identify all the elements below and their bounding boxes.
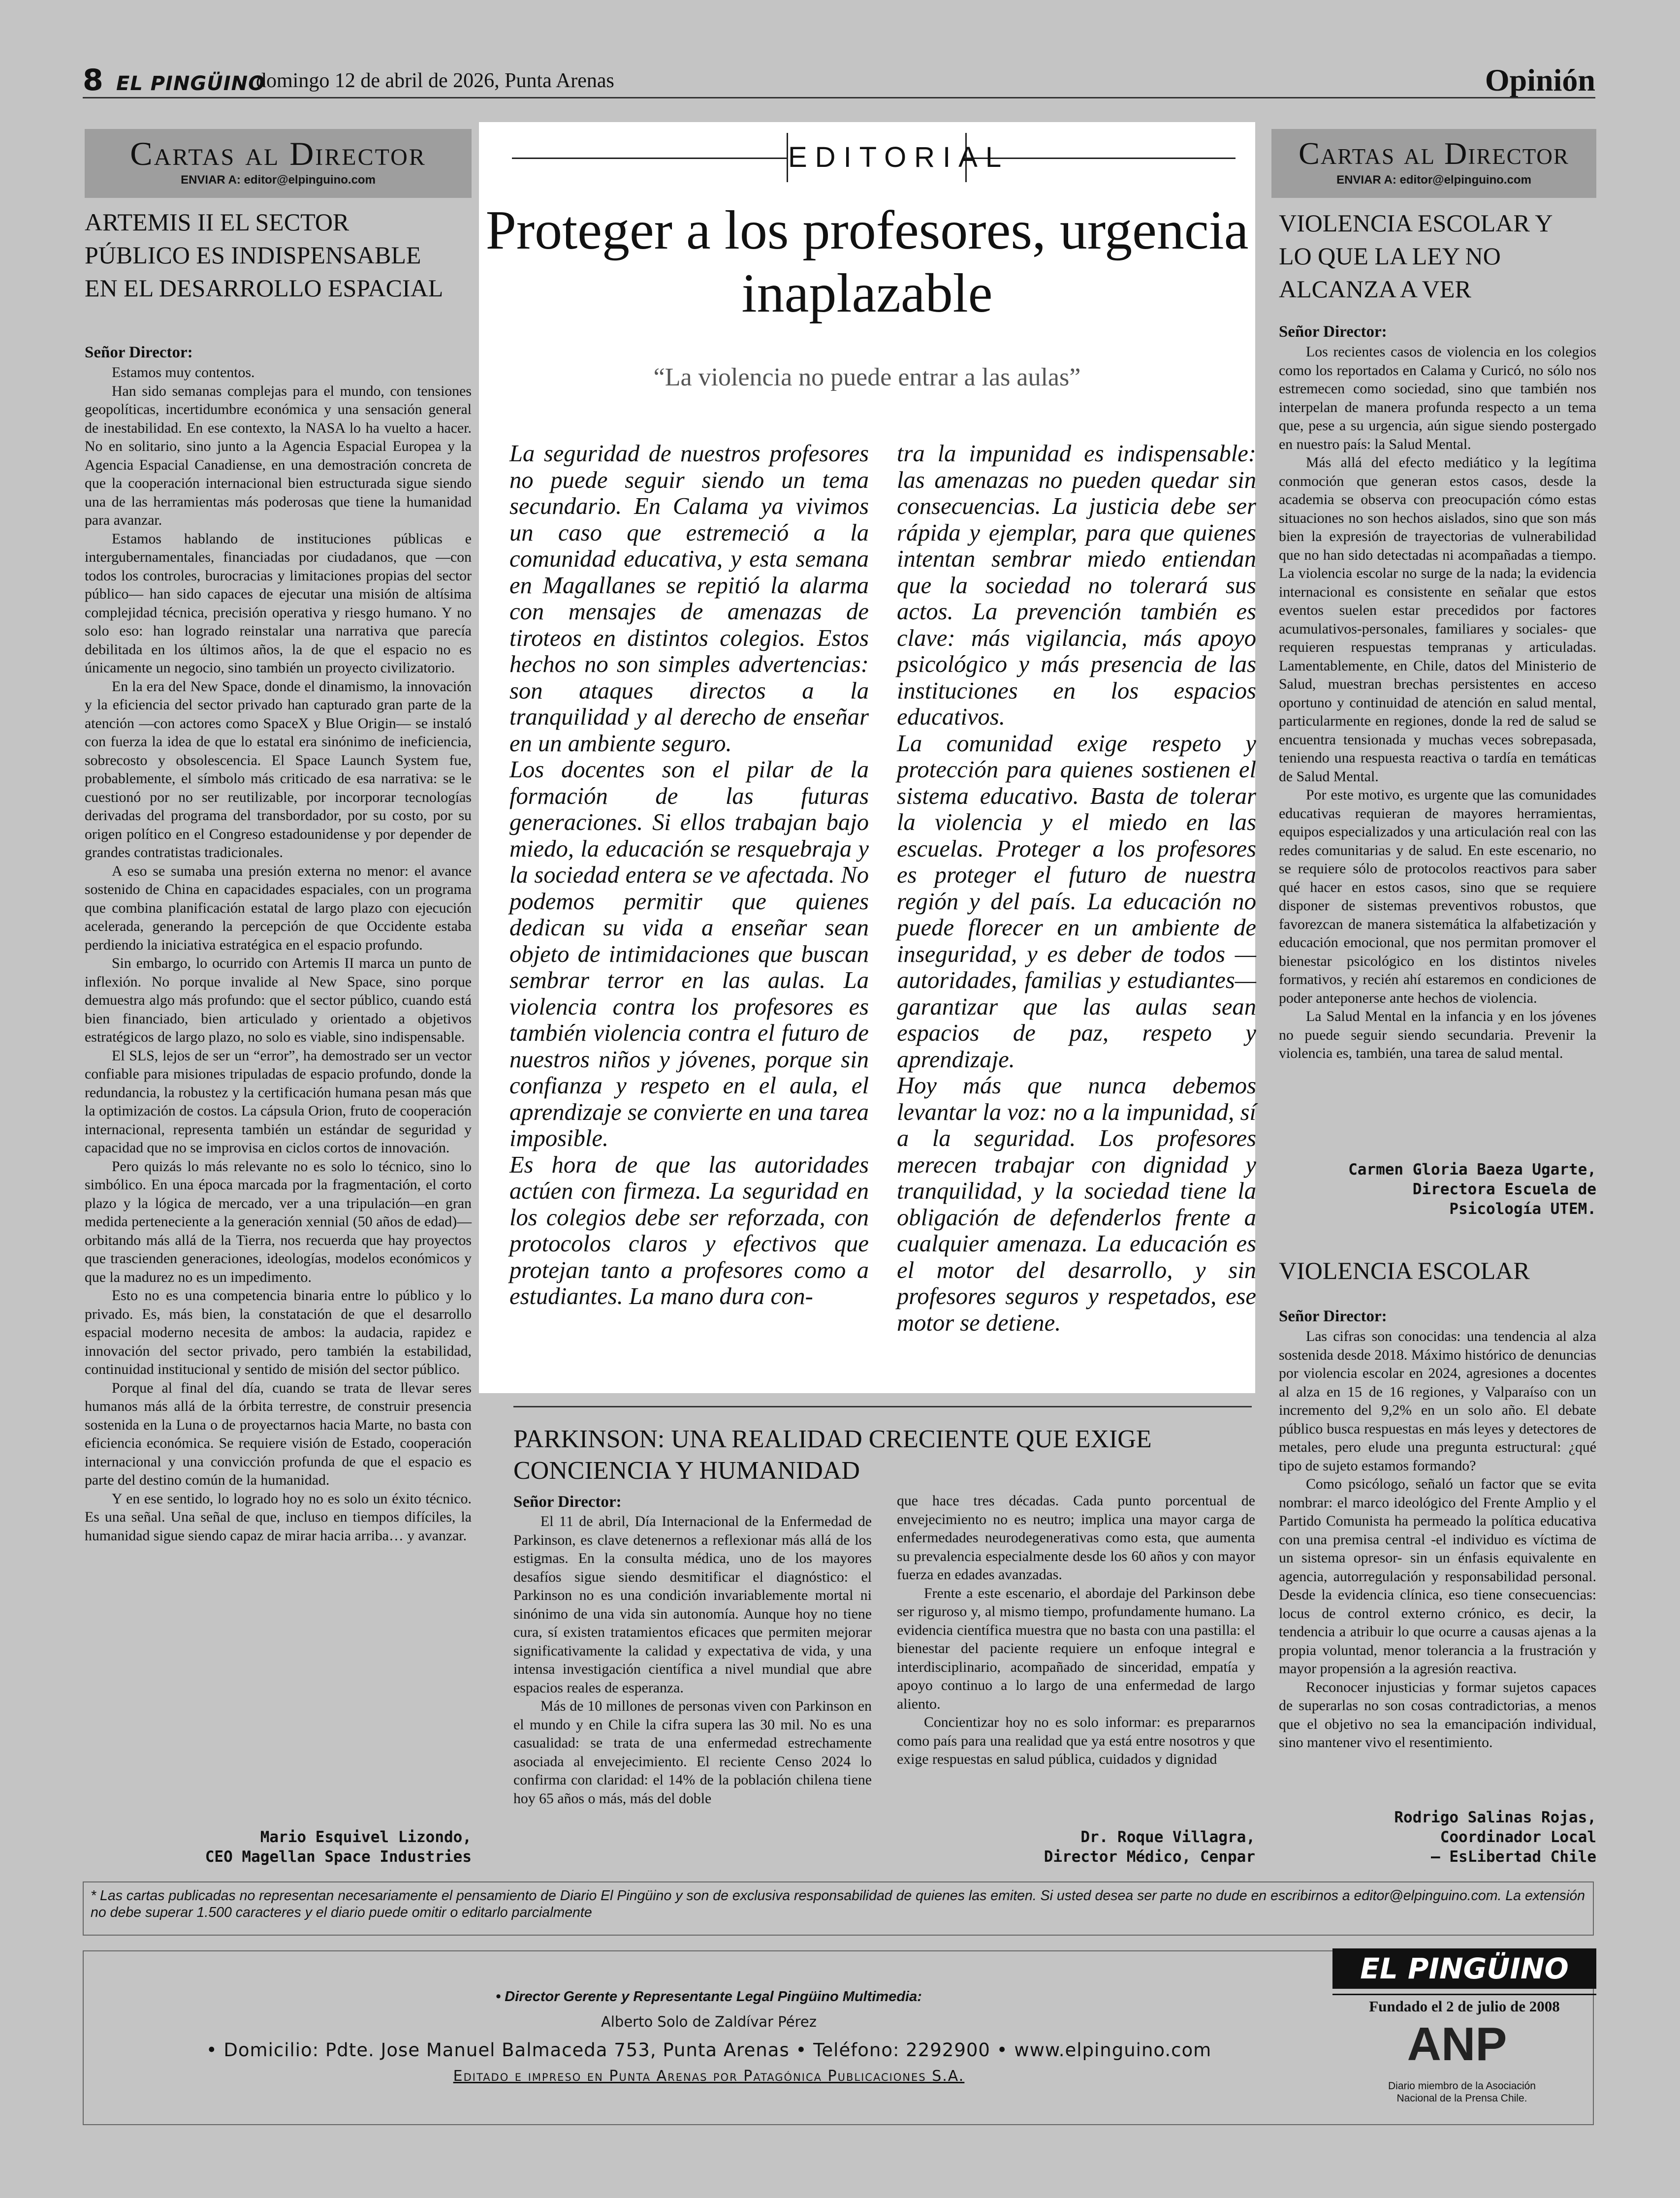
paragraph: En la era del New Space, donde el dinamismo, la innovación y la eficiencia del sector privado han capturado gran parte de la atención —con actores como SpaceX y Blue Origin— se instaló con fuerza la idea de que lo estatal era sinónimo de ineficiencia, sobrecosto y obsolescencia. El Space Launch System fue, probablemente, el símbolo más criticado de esa narrativa: se le cuestionó por no ser reutilizable, por incorporar tecnologías derivadas del programa del transbordador, por su costo, por su origen político en el Congreso estadounidense y por depender de grandes contratistas tradicionales. [85,678,472,860]
signature-name: Mario Esquivel Lizondo, [260,1828,472,1846]
salutation: Señor Director: [85,344,193,361]
letter-headline: ARTEMIS II EL SECTOR PÚBLICO ES INDISPENSABLE EN EL DESARROLLO ESPACIAL [85,208,444,302]
editorial-subtitle: “La violencia no puede entrar a las aulas” [653,363,1081,391]
paragraph: Y en ese sentido, lo logrado hoy no es solo un éxito técnico. Es una señal. Una señal de que, incluso en tiempos difíciles, la humanidad sigue siendo capaz de mirar hacia arriba… y avanzar. [85,1490,472,1544]
editorial-column-2 [897,441,1256,1336]
paragraph: Frente a este escenario, el abordaje del Parkinson debe ser riguroso y, al mismo tiempo, profundamente humano. La evidencia científica muestra que no basta con una pastilla: el bienestar del paciente requiere un enfoque integral e interdisciplinario, acompañado de sinceridad, empatía y apoyo continuo a lo largo de una enfermedad de largo aliento. [897,1585,1255,1712]
salutation: Señor Director: [513,1493,622,1511]
anp-caption-line: Nacional de la Prensa Chile. [1396,2093,1527,2104]
signature-line: Coordinador Local [1440,1828,1596,1846]
signature-title: CEO Magellan Space Industries [205,1848,472,1866]
section-title: Opinión [1485,63,1595,97]
printed-by [89,2068,1329,2085]
letter-signature [1279,1160,1596,1219]
anp-caption [1368,2080,1555,2104]
letter-body [897,1492,1255,1769]
anp-logo [1398,2021,1516,2065]
column-email: ENVIAR A: editor@elpinguino.com [181,173,376,187]
paragraph: Esto no es una competencia binaria entre lo público y lo privado. Es, más bien, la constatación de que el desarrollo espacial moderno necesita de ambos: la audacia, rapidez e innovación del sector privado, pero también la estabilidad, continuidad institucional y sentido de misión del sector público. [85,1287,472,1377]
paragraph: Más de 10 millones de personas viven con Parkinson en el mundo y en Chile la cifra supera las 30 mil. No es una casualidad: se trata de una enfermedad estrechamente asociada al envejecimiento. El reciente Censo 2024 lo confirma con claridad: el 14% de la población chilena tiene hoy 65 años o más, más del doble [513,1698,872,1807]
letters-column-header [1271,129,1596,198]
signature-line: – EsLibertad Chile [1431,1848,1596,1866]
column-title: Cartas al Director [130,135,426,172]
page-number: 8 [83,63,103,97]
brand-name: EL PINGÜINO [116,72,266,95]
parkinson-rule [513,1406,1252,1407]
paragraph: Sin embargo, lo ocurrido con Artemis II marca un punto de inflexión. No porque invalide al New Space, sino porque demuestra algo más profundo: que el sector público, cuando está bien financiado, bien articulado y orientado a objetivos estratégicos de largo plazo, no solo es viable, sino indispensable. [85,955,472,1045]
letters-column-header [85,129,472,198]
paragraph: Pero quizás lo más relevante no es solo lo técnico, sino lo simbólico. En una época marcada por la fragmentación, el corto plazo y la lógica de mercado, ver a una tripulación—en gran medida perteneciente a la generación xennial (50 años de edad)— orbitando más allá de la Tierra, nos recuerda que hay proyectos que trascienden generaciones, ideologías, modelos económicos y que la madurez no es un impedimento. [85,1158,472,1285]
paragraph: Hoy más que nunca debemos levantar la voz: no a la impunidad, sí a la seguridad. Los profesores merecen trabajar con dignidad y tranquilidad, y la sociedad tiene la obligación de defenderlos frente a cualquier amenaza. La educación es el motor del desarrollo, y sin profesores seguros y respetados, ese motor se detiene. [897,1072,1256,1336]
signature-line: Directora Escuela de [1412,1180,1596,1198]
signature-line: Rodrigo Salinas Rojas, [1394,1809,1596,1826]
signature-title: Director Médico, Cenpar [1044,1848,1255,1866]
director-name: Alberto Solo de Zaldívar Pérez [601,2013,817,2030]
paragraph: Es hora de que las autoridades actúen con firmeza. La seguridad en los colegios debe ser reforzada, con protocolos claros y efectivos que protejan tanto a profesores como a estudiantes. La mano dura con- [509,1151,869,1309]
paragraph: El 11 de abril, Día Internacional de la Enfermedad de Parkinson, es clave detenernos a reflexionar más allá de los estigmas. En la consulta médica, uno de los mayores desafíos sigue siendo desmitificar el diagnóstico: el Parkinson no es una condición invariablemente mortal ni sinónimo de una vida sin autonomía. Aunque hoy no tiene cura, sí existen tratamientos eficaces que permiten mejorar significativamente la calidad y expectativa de vida, y una intensa investigación científica a nivel mundial que abre espacios reales de esperanza. [513,1513,872,1696]
salutation: Señor Director: [1279,1307,1387,1325]
address-line: • Domicilio: Pdte. Jose Manuel Balmaceda 753, Punta Arenas • Teléfono: 2292900 • www.elpinguino.com [206,2039,1212,2061]
paragraph: Como psicólogo, señaló un factor que se evita nombrar: el marco ideológico del Frente Amplio y el Partido Comunista ha permeado la política educativa con una premisa central -el individuo es víctima de un sistema opresor- sin un énfasis equivalente en agencia, autorregulación y responsabilidad personal. Desde la evidencia clínica, eso tiene consecuencias: locus de control externo crónico, es decir, la tendencia a atribuir lo que ocurre a causas ajenas a la propia voluntad, menor tolerancia a la frustración y mayor propensión a la agresión reactiva. [1279,1476,1596,1677]
letter-signature [1279,1808,1596,1867]
letter-body [1279,1327,1596,1752]
paragraph: A eso se sumaba una presión externa no menor: el avance sostenido de China en capacidades espaciales, con un programa que combina planificación estatal de largo plazo con ejecución acelerada, generando la percepción de que Occidente estaba perdiendo la iniciativa estratégica en el espacio profundo. [85,862,472,953]
director-label: • Director Gerente y Representante Legal Pingüino Multimedia: [496,1989,922,2005]
letter-body [513,1512,872,1808]
signature-name: Dr. Roque Villagra, [1080,1828,1255,1846]
letter-headline: PARKINSON: UNA REALIDAD CRECIENTE QUE EXIGE CONCIENCIA Y HUMANIDAD [513,1425,1152,1485]
header-rule [83,97,1595,98]
salutation: Señor Director: [1279,323,1387,341]
editorial-rule-left [512,158,787,159]
editorial-title: Proteger a los profesores, urgencia inaplazable [485,200,1249,324]
paragraph: Concientizar hoy no es solo informar: es prepararnos como país para una realidad que ya está entre nosotros y que exige respuestas en salud pública, cuidados y dignidad [897,1714,1255,1767]
paragraph: Estamos muy contentos. [112,364,255,381]
paragraph: La seguridad de nuestros profesores no puede seguir siendo un tema secundario. En Calama ya vivimos un caso que estremeció a la comunidad educativa, y esta semana en Magallanes se repitió la alarma con mensajes de amenazas de tiroteos en distintos colegios. Estos hechos no son simples advertencias: son ataques directos a la tranquilidad y al derecho de enseñar en un ambiente seguro. [509,440,869,757]
letter-headline: VIOLENCIA ESCOLAR [1279,1257,1530,1284]
letter-headline: VIOLENCIA ESCOLAR Y LO QUE LA LEY NO ALCANZA A VER [1279,209,1552,303]
letter-body [85,363,472,1545]
paragraph: Más allá del efecto mediático y la legítima conmoción que generan estos casos, desde la academia se observa con preocupación cómo estas situaciones no son hechos aislados, sino que son más bien la expresión de trayectorias de vulnerabilidad que no han sido detectadas ni acompañadas a tiempo. La violencia escolar no surge de la nada; la evidencia internacional es consistente en señalar que estos eventos suelen estar precedidos por factores acumulativos-personales, familiares y sociales- que requieren respuestas tempranas y articuladas. Lamentablemente, en Chile, datos del Ministerio de Salud, muestran brechas persistentes en acceso oportuno y continuidad de atención en salud mental, particularmente en regiones, donde la red de salud se encuentra tensionada y muchas veces sobrepasada, teniendo una respuesta reactiva o tardía en temáticas de Salud Mental. [1279,454,1596,785]
anp-logo-text: ANP [1407,2021,1507,2065]
paragraph: Reconocer injusticias y formar sujetos capaces de superarlas no son cosas contradictorias, a menos que el objetivo no sea la emancipación individual, sino mantener vivo el resentimiento. [1279,1679,1596,1751]
paragraph: Porque al final del día, cuando se trata de llevar seres humanos más allá de la órbita terrestre, de construir presencia sostenida en la Luna o de proyectarnos hacia Marte, no basta con eficiencia económica. Se requiere visión de Estado, cooperación internacional y una convicción profunda de que el espacio es parte del destino común de la humanidad. [85,1379,472,1488]
signature-line: Carmen Gloria Baeza Ugarte, [1348,1161,1596,1179]
brand-logo: EL PINGÜINO [1332,1948,1596,1989]
founded-date: Fundado el 2 de julio de 2008 [1369,1998,1560,2015]
paragraph: La comunidad exige respeto y protección para quienes sostienen el sistema educativo. Basta de tolerar la violencia y el miedo en las escuelas. Proteger a los profesores es proteger el futuro de nuestra región y del país. La educación no puede florecer en un ambiente de inseguridad, y es deber de todos —autoridades, familias y estudiantes— garantizar que las aulas sean espacios de paz, respeto y aprendizaje. [897,730,1256,1073]
anp-caption-line: Diario miembro de la Asociación [1388,2080,1536,2092]
paragraph: Estamos hablando de instituciones públicas e intergubernamentales, financiadas por ciudadanos, que —con todos los controles, burocracias y limitaciones propias del sector público— han sido capaces de ejecutar una misión de altísima complejidad técnica, precisión operativa y riesgo humano. Y no solo eso: han logrado reinstalar una narrativa que parecía debilitada en los últimos años, la de que el espacio no es únicamente un negocio, sino también un proyecto civilizatorio. [85,530,472,676]
paragraph: tra la impunidad es indispensable: las amenazas no pueden quedar sin consecuencias. La justicia debe ser rápida y ejemplar, para que quienes intentan sembrar miedo entiendan que la sociedad no tolerará sus actos. La prevención también es clave: más vigilancia, más apoyo psicológico y más presencia de las instituciones en los espacios educativos. [897,440,1256,730]
letter-signature [85,1827,472,1867]
column-title: Cartas al Director [1299,136,1569,171]
paragraph: que hace tres décadas. Cada punto porcentual de envejecimiento no es neutro; implica una mayor carga de enfermedades neurodegenerativas como esta, que aumenta su prevalencia especialmente desde los 60 años y con mayor fuerza en edades avanzadas. [897,1493,1255,1583]
paragraph: Han sido semanas complejas para el mundo, con tensiones geopolíticas, incertidumbre económica y una sensación general de inestabilidad. En ese contexto, la NASA lo ha vuelto a hacer. No en solitario, sino junto a la Agencia Espacial Europea y la Agencia Espacial Canadiense, en una demostración concreta de que la cooperación internacional bien estructurada sigue siendo una de las herramientas más poderosas que tiene la humanidad para avanzar. [85,382,472,528]
disclaimer-note: * Las cartas publicadas no representan necesariamente el pensamiento de Diario El Pingüino y son de exclusiva responsabilidad de quienes las emiten. Si usted desea ser parte no dude en escribirnos a editor@elpinguino.com. La extensión no debe superar 1.500 caracteres y el diario puede omitir o editarlo parcialmente [83,1881,1594,1936]
logo-rule [1332,1994,1596,1995]
paragraph: Las cifras son conocidas: una tendencia al alza sostenida desde 2018. Máximo histórico de denuncias por violencia escolar en 2024, agresiones a docentes al alza en 15 de 16 regiones, y Valparaíso con un incremento del 9,2% en un solo año. El debate público busca respuestas en más leyes y detectores de metales, pero elude una pregunta estructural: ¿qué tipo de sujeto estamos formando? [1279,1328,1596,1474]
letter-body [1279,343,1596,1063]
issue-date: domingo 12 de abril de 2026, Punta Arenas [256,69,614,92]
anp-logo-mark [1398,2021,1516,2065]
printed-by-text: Editado e impreso en Punta Arenas por Patagónica Publicaciones S.A. [453,2068,965,2085]
editorial-label: EDITORIAL [787,133,967,182]
paragraph: Los recientes casos de violencia en los colegios como los reportados en Calama y Curicó, no sólo nos estremecen como sociedad, sino que también nos interpelan de manera profunda respecto a un tema que, pese a su urgencia, aún sigue siendo postergado en nuestro país: la Salud Mental. [1279,344,1596,452]
signature-line: Psicología UTEM. [1449,1200,1596,1218]
paragraph: Por este motivo, es urgente que las comunidades educativas requieran de mayores herramientas, equipos especializados y una articulación real con las redes comunitarias y de salud. En este escenario, no se requiere sólo de protocolos reactivos para saber qué hacer en estos casos, sino que se requiere disponer de sistemas preventivos robustos, que favorezcan de manera sistemática la alfabetización y educación emocional, que nos permitan promover el bienestar psicológico en los distintos niveles formativos, y recién ahí estaremos en condiciones de poder anteponerse ante hechos de violencia. [1279,787,1596,1006]
paragraph: La Salud Mental en la infancia y en los jóvenes no puede seguir siendo secundaria. Prevenir la violencia es, también, una tarea de salud mental. [1279,1008,1596,1061]
editorial-column-1 [509,441,869,1310]
column-email: ENVIAR A: editor@elpinguino.com [1336,173,1531,187]
paragraph: Los docentes son el pilar de la formación de las futuras generaciones. Si ellos trabajan bajo miedo, la educación se resquebraja y la sociedad entera se ve afectada. No podemos permitir que quienes dedican su vida a enseñar sean objeto de intimidaciones que buscan sembrar terror en las aulas. La violencia contra los profesores es también violencia contra el futuro de nuestros niños y jóvenes, porque sin confianza y respeto en el aula, el aprendizaje se convierte en una tarea imposible. [509,756,869,1151]
letter-signature [897,1827,1255,1867]
paragraph: El SLS, lejos de ser un “error”, ha demostrado ser un vector confiable para misiones tripuladas de espacio profundo, donde la redundancia, la robustez y la certificación humana pesan más que la optimización de costos. La cápsula Orion, fruto de cooperación internacional, representa también un estándar de seguridad y capacidad que no se improvisa en ciclos cortos de innovación. [85,1047,472,1156]
